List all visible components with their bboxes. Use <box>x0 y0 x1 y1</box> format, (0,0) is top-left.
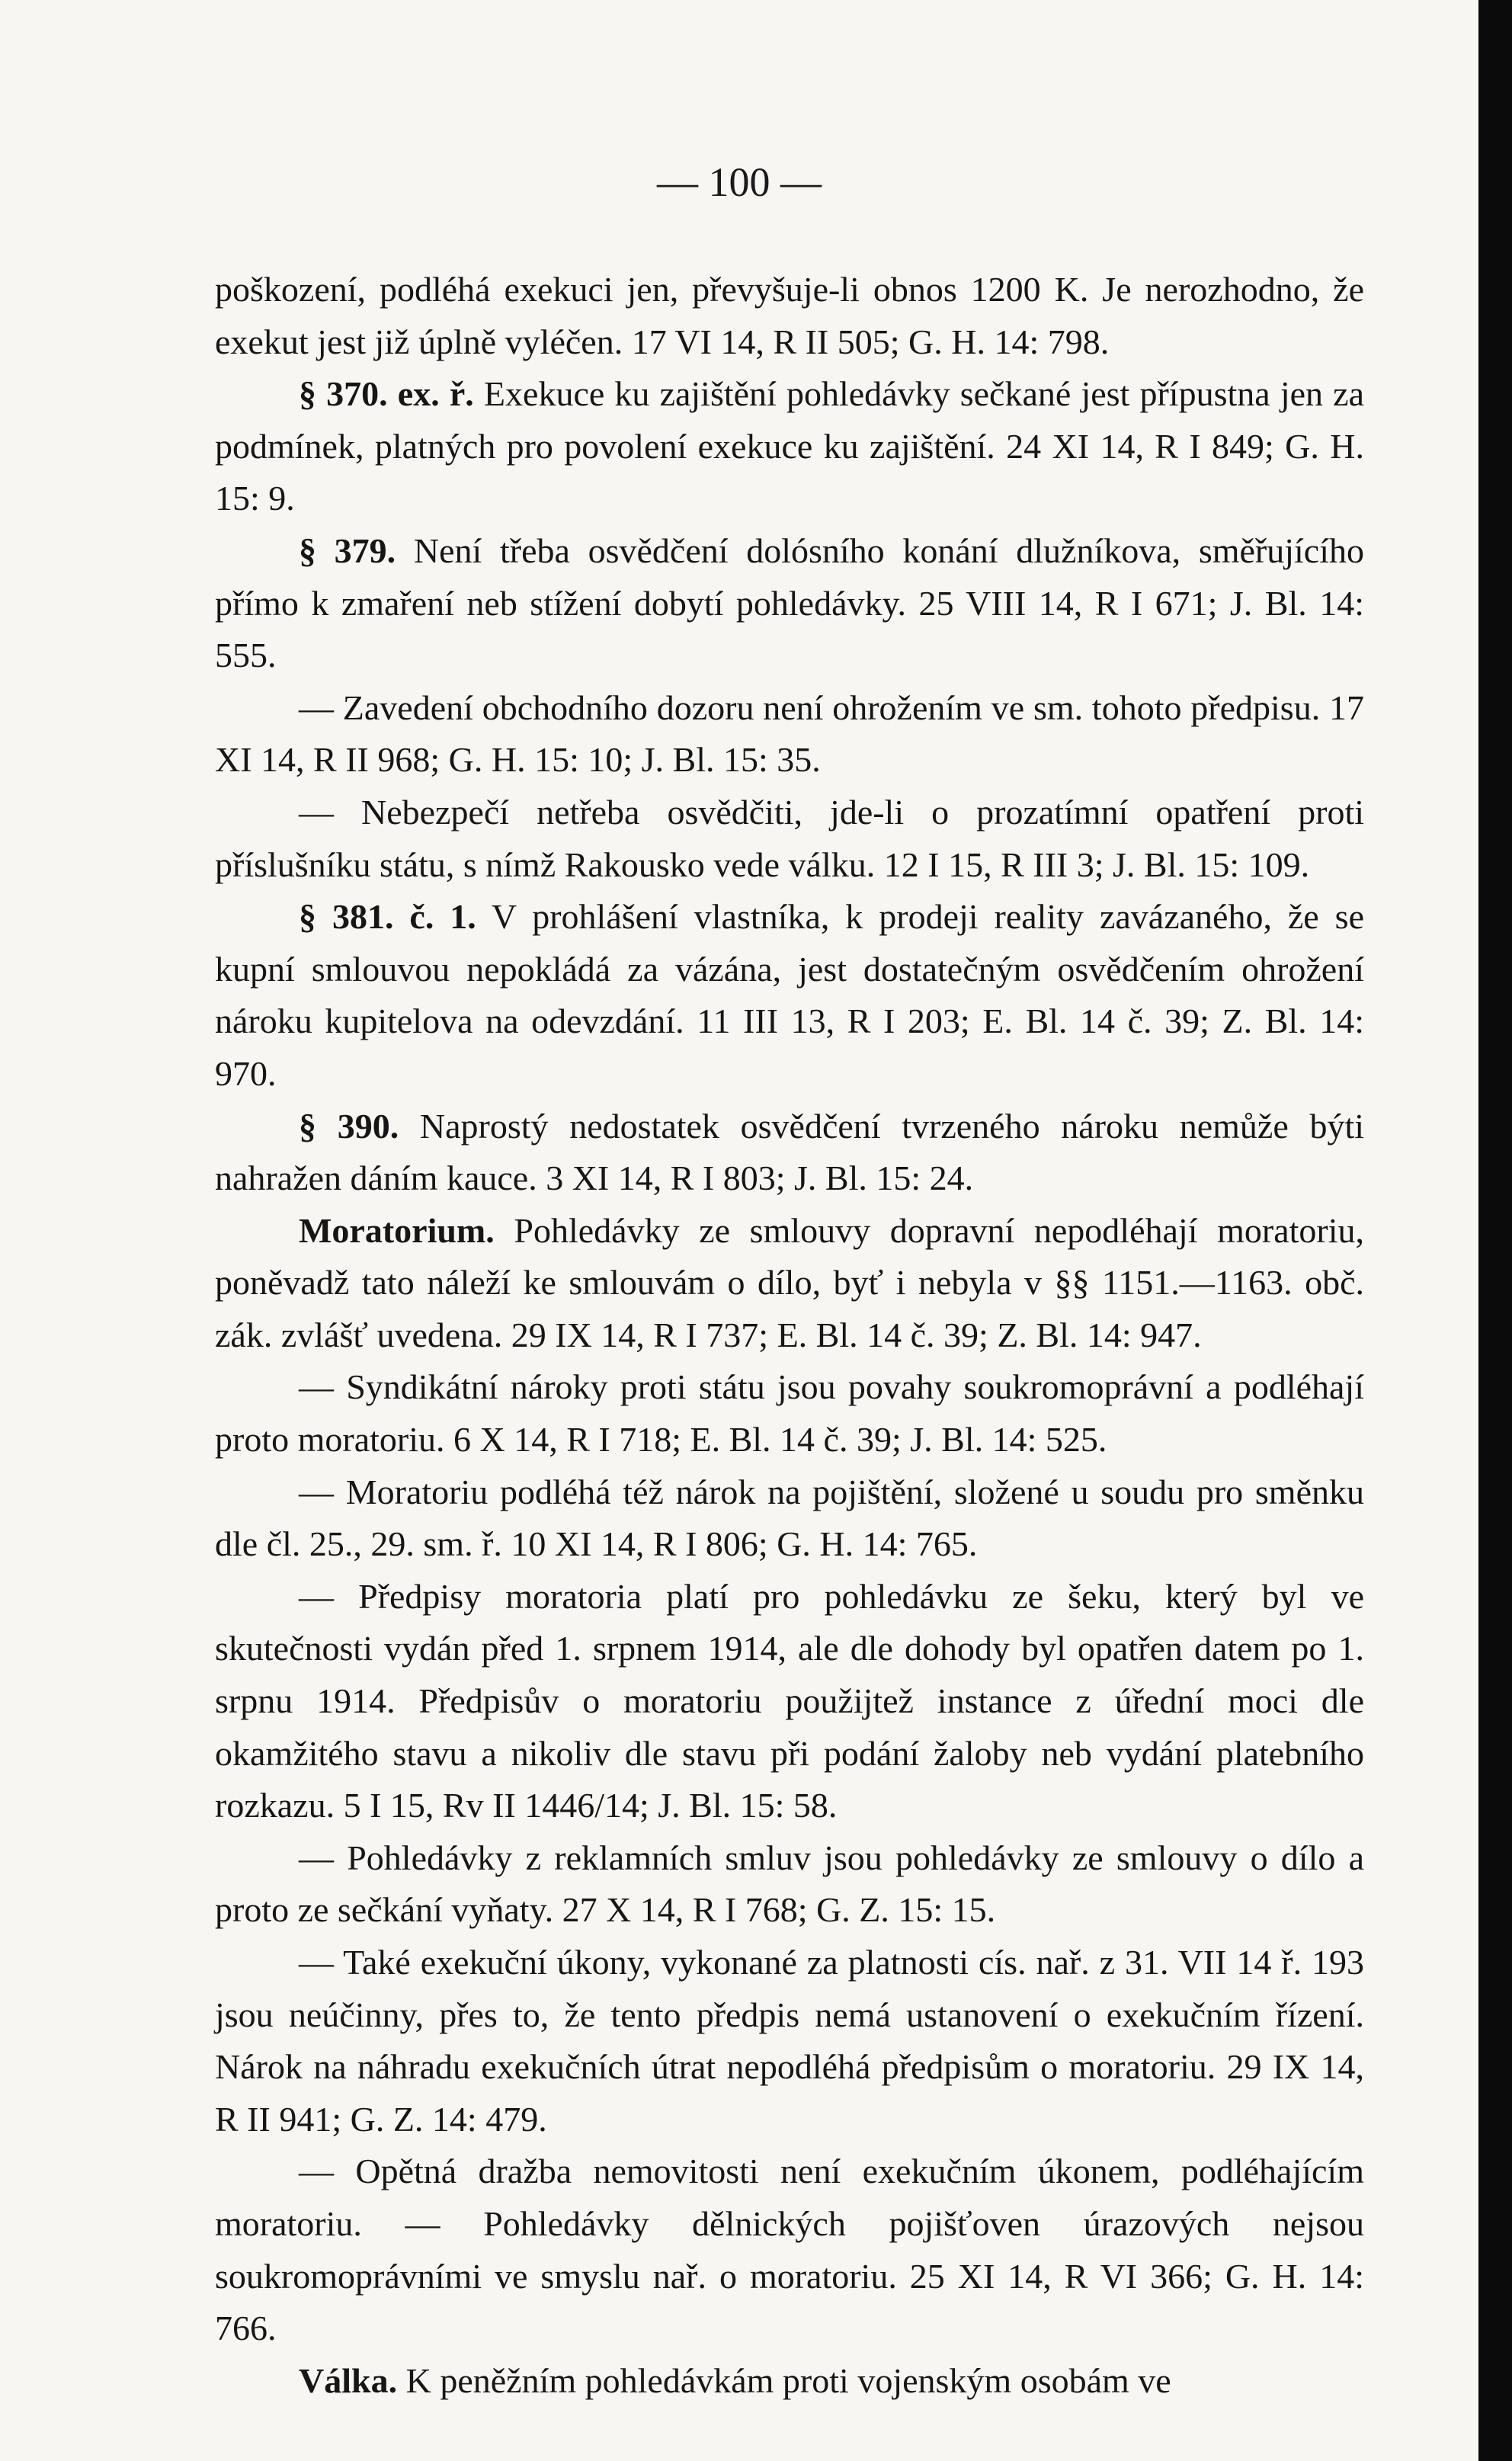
paragraph-10 <box>215 1466 1364 1571</box>
paragraph-1 <box>215 264 1364 368</box>
paragraph-2-text: Exekuce ku zajištění pohledávky sečkané jest přípustna jen za podmínek, platných pro povolení exekuce ku zajištění. 24 XI 14, R I 849; G. H. 15: 9. <box>215 374 1364 518</box>
paragraph-7 <box>215 1101 1364 1205</box>
paragraph-15-label: Válka. <box>299 2360 398 2400</box>
paragraph-8-label: Moratorium. <box>299 1210 495 1250</box>
paragraph-8 <box>215 1205 1364 1362</box>
paragraph-14-text: — Opětná dražba nemovitosti není exekučním úkonem, podléhajícím moratoriu. — Pohledávky dělnických pojišťoven úrazových nejsou soukromoprávními ve smyslu nař. o moratoriu. 25 XI 14, R VI 366; G. H. 14: 766. <box>215 2152 1364 2348</box>
paragraph-12-text: — Pohledávky z reklamních smluv jsou pohledávky ze smlouvy o dílo a proto ze sečkání vyňaty. 27 X 14, R I 768; G. Z. 15: 15. <box>215 1838 1364 1930</box>
paragraph-8-text: Pohledávky ze smlouvy dopravní nepodléhají moratoriu, poněvadž tato náleží ke smlouvám o dílo, byť i nebyla v §§ 1151.—1163. obč. zák. zvlášť uvedena. 29 IX 14, R I 737; E. Bl. 14 č. 39; Z. Bl. 14: 947. <box>215 1210 1364 1354</box>
paragraph-12 <box>215 1832 1364 1937</box>
paragraph-9 <box>215 1361 1364 1466</box>
paragraph-10-text: — Moratoriu podléhá též nárok na pojištění, složené u soudu pro směnku dle čl. 25., 29. sm. ř. 10 XI 14, R I 806; G. H. 14: 765. <box>215 1472 1364 1564</box>
paragraph-13-text: — Také exekuční úkony, vykonané za platnosti cís. nař. z 31. VII 14 ř. 193 jsou neúčinny, přes to, že tento předpis nemá ustanovení o exekučním řízení. Nárok na náhradu exekučních útrat nepodléhá předpisům o moratoriu. 29 IX 14, R II 941; G. Z. 14: 479. <box>215 1943 1364 2139</box>
paragraph-6 <box>215 891 1364 1100</box>
paragraph-11-text: — Předpisy moratoria platí pro pohledávku ze šeku, který byl ve skutečnosti vydán před 1. srpnem 1914, ale dle dohody byl opatřen datem po 1. srpnu 1914. Předpisův o moratoriu použijtež instance z úřední moci dle okamžitého stavu a nikoliv dle stavu při podání žaloby neb vydání platebního rozkazu. 5 I 15, Rv II 1446/14; J. Bl. 15: 58. <box>215 1576 1364 1825</box>
paragraph-3-text: Není třeba osvědčení dolósního konání dlužníkova, směřujícího přímo k zmaření neb stížení dobytí pohledávky. 25 VIII 14, R I 671; J. Bl. 14: 555. <box>215 530 1364 675</box>
paragraph-6-text: V prohlášení vlastníka, k prodeji reality zavázaného, že se kupní smlouvou nepokládá za vázána, jest dostatečným osvědčením ohrožení nároku kupitelova na odevzdání. 11 III 13, R I 203; E. Bl. 14 č. 39; Z. Bl. 14: 970. <box>215 897 1364 1093</box>
paragraph-4-text: — Zavedení obchodního dozoru není ohrožením ve sm. tohoto předpisu. 17 XI 14, R II 968; G. H. 15: 10; J. Bl. 15: 35. <box>215 687 1364 780</box>
paragraph-7-text: Naprostý nedostatek osvědčení tvrzeného nároku nemůže býti nahražen dáním kauce. 3 XI 14, R I 803; J. Bl. 15: 24. <box>215 1106 1365 1198</box>
paragraph-15-text: K peněžním pohledávkám proti vojenským osobám ve <box>397 2360 1171 2400</box>
paragraph-2 <box>215 368 1364 525</box>
paragraph-9-text: — Syndikátní nároky proti státu jsou povahy soukromoprávní a podléhají proto moratoriu. 6 X 14, R I 718; E. Bl. 14 č. 39; J. Bl. 14: 525. <box>215 1367 1364 1460</box>
paragraph-5 <box>215 787 1364 891</box>
paragraph-15 <box>215 2355 1364 2408</box>
paragraph-3 <box>215 525 1364 682</box>
page-number: — 100 — <box>657 159 822 205</box>
paragraph-5-text: — Nebezpečí netřeba osvědčiti, jde-li o prozatímní opatření proti příslušníku státu, s nímž Rakousko vede válku. 12 I 15, R III 3; J. Bl. 15: 109. <box>215 792 1364 884</box>
paragraph-1-text: poškození, podléhá exekuci jen, převyšuje-li obnos 1200 K. Je nerozhodno, že exekut jest již úplně vyléčen. 17 VI 14, R II 505; G. H. 14: 798. <box>215 270 1364 361</box>
paragraph-4 <box>215 682 1364 787</box>
paragraph-13 <box>215 1937 1364 2145</box>
paragraph-2-label: § 370. ex. ř. <box>299 374 474 414</box>
paragraph-3-label: § 379. <box>299 530 396 570</box>
paragraph-11 <box>215 1571 1364 1832</box>
page-body-text <box>215 264 1364 2407</box>
paragraph-6-label: § 381. č. 1. <box>299 897 476 937</box>
scan-right-edge <box>1478 0 1512 2461</box>
paragraph-7-label: § 390. <box>299 1106 399 1146</box>
paragraph-14 <box>215 2145 1364 2354</box>
